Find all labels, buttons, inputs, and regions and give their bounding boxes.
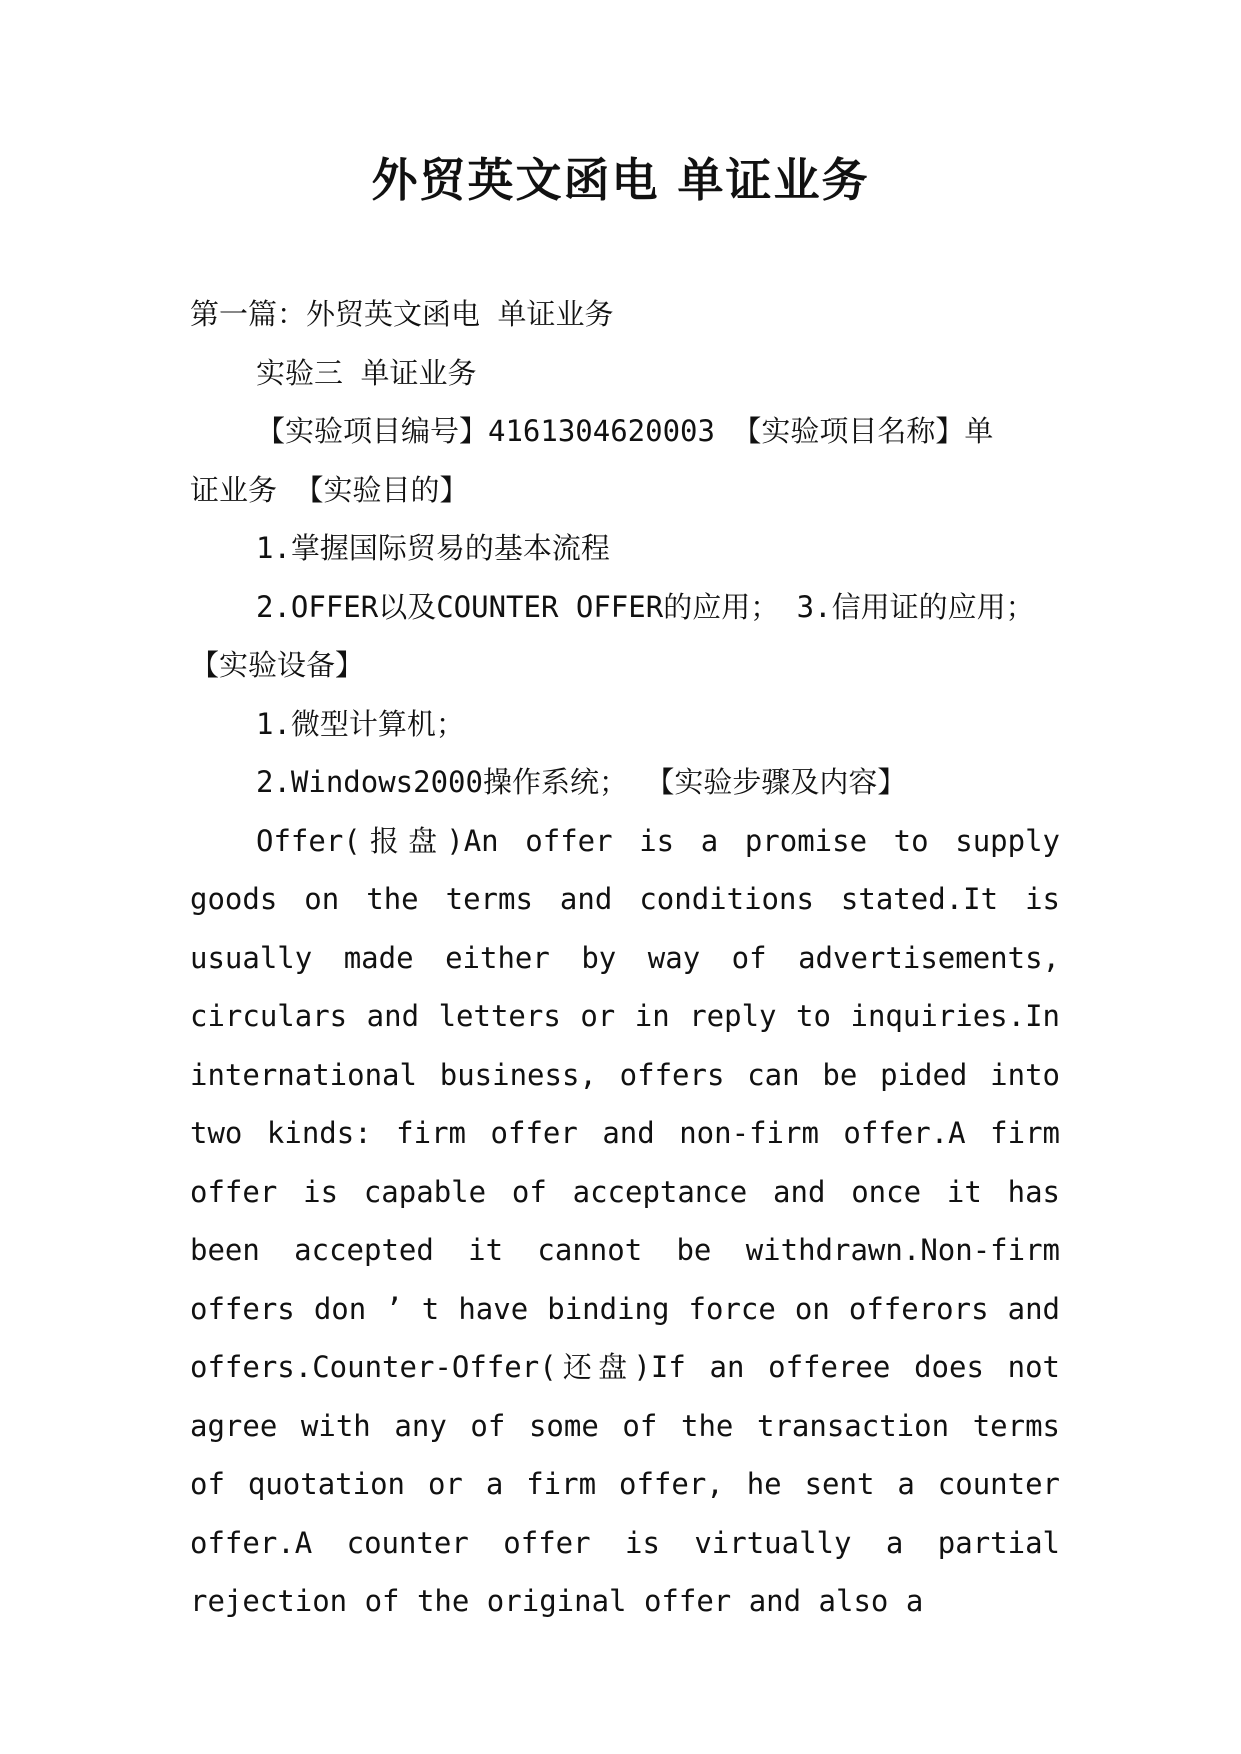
equipment-item-1: 1.微型计算机； <box>256 706 465 741</box>
equipment-item-2: 2.Windows2000操作系统； 【实验步骤及内容】 <box>256 765 907 799</box>
section-heading: 第一篇：外贸英文函电 单证业务 <box>190 297 614 331</box>
document-body <box>190 285 1060 1631</box>
goal-item-2: 2.OFFER以及COUNTER OFFER的应用； 3.信用证的应用； <box>256 589 1035 624</box>
project-line-1: 【实验项目编号】4161304620003 【实验项目名称】单 <box>256 414 994 448</box>
goal-item-1: 1.掌握国际贸易的基本流程 <box>256 531 610 565</box>
experiment-title: 实验三 单证业务 <box>256 355 477 390</box>
body-paragraph: Offer(报盘)An offer is a promise to supply goods on the terms and conditions stated.It is usually made either by way of advertisements, circulars and letters or in reply to inquiries.In international business, offers can be pided into two kinds: firm offer and non-firm offer.A firm offer is capable of acceptance and once it has been accepted it cannot be withdrawn.Non-firm offers don ’ t have binding force on offerors and offers.Counter-Offer(还盘)If an offeree does not agree with any of some of the transaction terms of quotation or a firm offer, he sent a counter offer.A counter offer is virtually a partial rejection of the original offer and also a <box>190 823 1060 1618</box>
project-line-2: 证业务 【实验目的】 <box>190 472 469 507</box>
equipment-heading: 【实验设备】 <box>190 648 365 682</box>
document-title: 外贸英文函电 单证业务 <box>371 153 870 207</box>
